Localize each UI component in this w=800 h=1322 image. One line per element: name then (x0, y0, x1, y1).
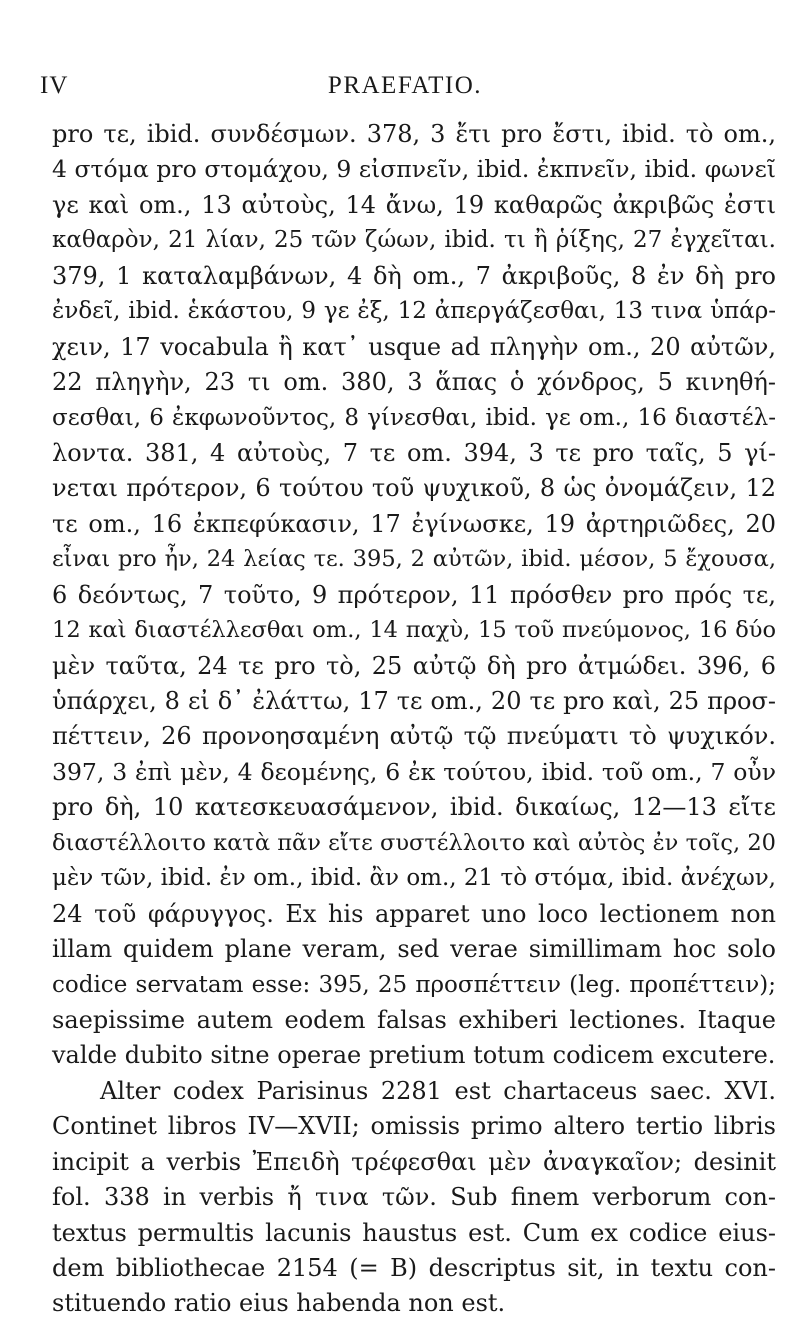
text-line: 24 τοῦ φάρυγγος. Ex his apparet uno loco lectionem non (52, 899, 776, 928)
text-line: codice servatam esse: 395, 25 προσπέττειν (leg. προπέττειν); (52, 971, 776, 998)
text-line: pro δὴ, 10 κατεσκευασάμενον, ibid. δικαίως, 12—13 εἴτε (52, 793, 776, 822)
text-line: stituendo ratio eius habenda non est. (52, 1289, 506, 1318)
text-line: πέττειν, 26 προνοησαμένη αὐτῷ τῷ πνεύματι τὸ ψυχικόν. (52, 722, 776, 751)
text-line: 22 πληγὴν, 23 τι om. 380, 3 ἅπας ὁ χόνδρος, 5 κινηθή- (52, 368, 776, 397)
text-line: illam quidem plane veram, sed verae simillimam hoc solo (52, 935, 776, 964)
text-line: 12 καὶ διαστέλλεσθαι om., 14 παχὺ, 15 τοῦ πνεύμονος, 16 δύο (52, 617, 776, 644)
text-line: 379, 1 καταλαμβάνων, 4 δὴ om., 7 ἀκριβοῦς, 8 ἐν δὴ pro (52, 261, 776, 290)
text-line: 6 δεόντως, 7 τοῦτο, 9 πρότερον, 11 πρόσθεν pro πρός τε, (52, 580, 776, 609)
text-line: λοντα. 381, 4 αὐτοὺς, 7 τε om. 394, 3 τε pro ταῖς, 5 γί- (52, 438, 777, 467)
running-title: PRAEFATIO. (327, 72, 483, 99)
text-line: textus permultis lacunis haustus est. Cum ex codice eius- (52, 1218, 776, 1247)
text-line: saepissime autem eodem falsas exhiberi lectiones. Itaque (52, 1005, 776, 1034)
text-line: Alter codex Parisinus 2281 est chartaceus saec. XVI. (100, 1076, 776, 1105)
text-line: χειν, 17 vocabula ἢ κατ᾽ usque ad πληγὴν om., 20 αὐτῶν, (52, 332, 776, 361)
text-line: διαστέλλοιτο κατὰ πᾶν εἴτε συστέλλοιτο καὶ αὐτὸς ἐν τοῖς, 20 (52, 829, 776, 856)
text-line: 397, 3 ἐπὶ μὲν, 4 δεομένης, 6 ἐκ τούτου, ibid. τοῦ om., 7 οὖν (52, 757, 776, 786)
text-line: dem bibliothecae 2154 (= B) descriptus sit, in textu con- (52, 1254, 776, 1282)
text-line: σεσθαι, 6 ἐκφωνοῦντος, 8 γίνεσθαι, ibid. γε om., 16 διαστέλ- (52, 404, 776, 431)
paragraph (52, 1074, 776, 1322)
page-number: IV (40, 72, 69, 99)
text-line: incipit a verbis Ἐπειδὴ τρέφεσθαι μὲν ἀναγκαῖον; desinit (52, 1147, 776, 1176)
body-text (52, 117, 776, 1322)
text-line: 4 στόμα pro στομάχου, 9 εἰσπνεῖν, ibid. ἐκπνεῖν, ibid. φωνεῖ (52, 155, 776, 184)
text-line: fol. 338 in verbis ἤ τινα τῶν. Sub finem verborum con- (52, 1183, 776, 1212)
text-line: μὲν ταῦτα, 24 τε pro τὸ, 25 αὐτῷ δὴ pro ἀτμώδει. 396, 6 (52, 651, 776, 680)
paragraph (52, 117, 776, 1074)
text-line: γε καὶ om., 13 αὐτοὺς, 14 ἄνω, 19 καθαρῶς ἀκριβῶς ἐστι (52, 190, 776, 219)
text-line: νεται πρότερον, 6 τούτου τοῦ ψυχικοῦ, 8 ὡς ὀνομάζειν, 12 (52, 474, 776, 503)
text-line: καθαρὸν, 21 λίαν, 25 τῶν ζώων, ibid. τι ἢ ῥίξης, 27 ἐγχεῖται. (52, 227, 776, 254)
text-line: εἶναι pro ἦν, 24 λείας τε. 395, 2 αὐτῶν, ibid. μέσον, 5 ἔχουσα, (52, 546, 776, 573)
text-line: Continet libros IV—XVII; omissis primo altero tertio libris (52, 1112, 776, 1141)
text-line: ὑπάρχει, 8 εἰ δ᾽ ἐλάττω, 17 τε om., 20 τε pro καὶ, 25 προσ- (52, 687, 776, 715)
text-line: valde dubito sitne operae pretium totum codicem excutere. (52, 1041, 776, 1070)
page-header (40, 70, 770, 106)
text-line: ἐνδεῖ, ibid. ἑκάστου, 9 γε ἐξ, 12 ἀπεργάζεσθαι, 13 τινα ὑπάρ- (52, 298, 776, 325)
text-line: μὲν τῶν, ibid. ἐν om., ibid. ἂν om., 21 τὸ στόμα, ibid. ἀνέχων, (52, 865, 776, 892)
text-line: pro τε, ibid. συνδέσμων. 378, 3 ἔτι pro ἔστι, ibid. τὸ om., (52, 120, 776, 148)
text-line: τε om., 16 ἐκπεφύκασιν, 17 ἐγίνωσκε, 19 ἀρτηριῶδες, 20 (52, 509, 776, 538)
